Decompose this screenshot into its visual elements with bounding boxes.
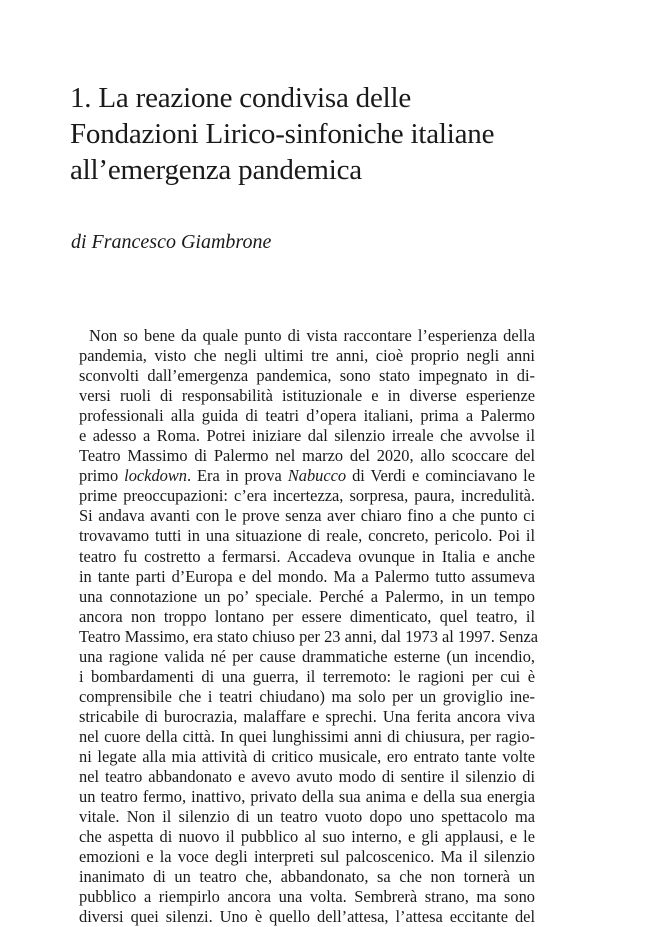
chapter-title-line: Fondazioni Lirico-sinfoniche italiane <box>70 118 495 150</box>
text-line: Teatro Massimo di Palermo nel marzo del 2020, allo scoccare del <box>79 446 535 466</box>
text-line-with-italics <box>79 466 535 486</box>
text-line: diversi quei silenzi. Uno è quello dell’attesa, l’attesa eccitante del <box>79 907 535 927</box>
text-line: pubblico a riempirlo ancora una volta. Sembrerà strano, ma sono <box>79 887 535 907</box>
text-line: teatro fu costretto a fermarsi. Accadeva ovunque in Italia e anche <box>79 546 535 566</box>
text-run: primo <box>79 466 125 486</box>
text-line: in tante parti d’Europa e del mondo. Ma a Palermo tutto assumeva <box>79 566 535 586</box>
text-line: Si andava avanti con le prove senza aver chiaro fino a che punto ci <box>79 506 535 526</box>
text-line: nel teatro abbandonato e avevo avuto modo di sentire il silenzio di <box>79 767 535 787</box>
chapter-title <box>70 80 590 188</box>
text-line: inanimato di un teatro che, abbandonato, sa che non tornerà un <box>79 867 535 887</box>
chapter-title-line: all’emergenza pandemica <box>70 154 362 186</box>
body-paragraph <box>79 326 539 927</box>
text-line: ancora non troppo lontano per essere dimenticato, quel teatro, il <box>79 606 535 626</box>
text-line: i bombardamenti di una guerra, il terremoto: le ragioni per cui è <box>79 666 535 686</box>
text-line: e adesso a Roma. Potrei iniziare dal silenzio irreale che avvolse il <box>79 426 535 446</box>
text-line: nel cuore della città. In quei lunghissimi anni di chiusura, per ragio- <box>79 726 535 746</box>
italic-title: Nabucco <box>287 466 347 486</box>
text-line: trovavamo tutti in una situazione di reale, concreto, pericolo. Poi il <box>79 526 535 546</box>
chapter-title-line: 1. La reazione condivisa delle <box>70 82 412 114</box>
text-line: emozioni e la voce degli interpreti sul palcoscenico. Ma il silenzio <box>79 847 535 867</box>
text-line: che aspetta di nuovo il pubblico al suo interno, e gli applausi, e le <box>79 827 535 847</box>
text-line: un teatro fermo, inattivo, privato della sua anima e della sua energia <box>79 787 535 807</box>
text-run: di Verdi e cominciavano le <box>346 466 536 486</box>
text-line: vitale. Non il silenzio di un teatro vuoto dopo uno spettacolo ma <box>79 807 535 827</box>
text-line: Teatro Massimo, era stato chiuso per 23 anni, dal 1973 al 1997. Senza <box>79 626 539 646</box>
author-byline: di Francesco Giambrone <box>71 231 272 253</box>
text-line: stricabile di burocrazia, malaffare e sprechi. Una ferita ancora viva <box>79 706 535 726</box>
text-line: una ragione valida né per cause drammatiche esterne (un incendio, <box>79 646 535 666</box>
text-line: Non so bene da quale punto di vista raccontare l’esperienza della <box>89 326 535 345</box>
text-line: versi ruoli di responsabilità istituzionale e in diverse esperienze <box>79 386 535 406</box>
text-run: . Era in prova <box>186 466 288 486</box>
text-line: prime preoccupazioni: c’era incertezza, sorpresa, paura, incredulità. <box>79 486 535 506</box>
text-line: ni legate alla mia attività di critico musicale, ero entrato tante volte <box>79 746 535 766</box>
italic-term: lockdown <box>124 466 187 486</box>
text-line: una connotazione un po’ speciale. Perché a Palermo, in un tempo <box>79 586 535 606</box>
text-line: comprensibile che i teatri chiudano) ma solo per un groviglio ine- <box>79 686 535 706</box>
text-line: sconvolti dall’emergenza pandemica, sono stato impegnato in di- <box>79 366 535 386</box>
text-line: professionali alla guida di teatri d’opera italiani, prima a Palermo <box>79 406 535 426</box>
text-line: pandemia, visto che negli ultimi tre anni, cioè proprio negli anni <box>79 346 535 366</box>
